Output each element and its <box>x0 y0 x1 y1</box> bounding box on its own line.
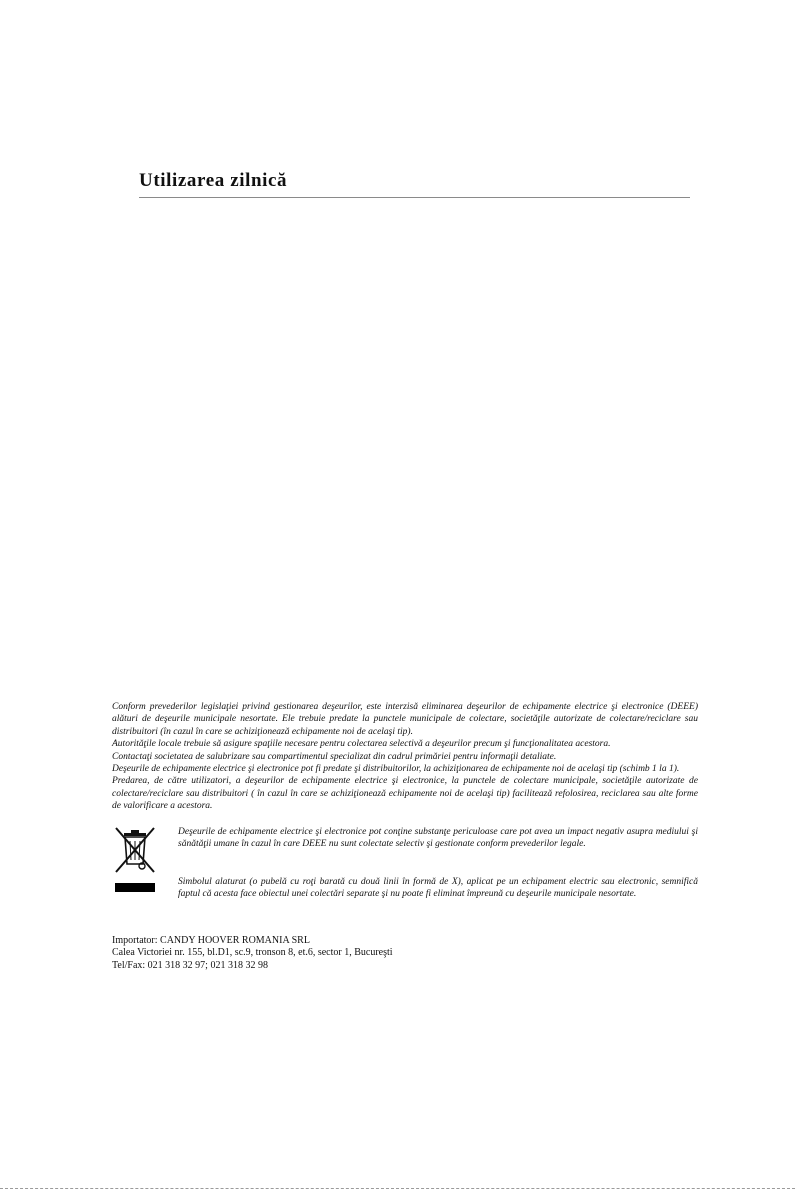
importer-info <box>112 935 393 972</box>
title-divider <box>139 197 690 198</box>
importer-name: Importator: CANDY HOOVER ROMANIA SRL <box>112 935 310 946</box>
importer-address: Calea Victoriei nr. 155, bl.D1, sc.9, tronson 8, et.6, sector 1, Bucureşti <box>112 947 393 959</box>
black-bar-icon <box>115 883 155 892</box>
weee-notice <box>112 701 698 813</box>
hazard-text: Deşeurile de echipamente electrice şi electronice pot conţine substanţe periculoase care pot avea un impact negativ asupra mediului şi sănătăţii umane în cazul în care DEEE nu sunt colectate selectiv şi gestionate conform prevederilor legale. <box>178 827 698 850</box>
hazard-row <box>112 826 698 851</box>
symbol-text: Simbolul alaturat (o pubelă cu roţi barată cu două linii în formă de X), aplicat pe un echipament electric sau electronic, semnifică faptul că acesta face obiectul unei colectări separate şi nu poate fi eliminat împreună cu deşeurile municipale nesortate. <box>178 877 698 900</box>
notice-paragraph: Contactaţi societatea de salubrizare sau compartimentul specializat din cadrul primăriei pentru informaţii detaliate. <box>112 751 557 762</box>
page-bottom-border <box>0 1188 795 1189</box>
symbol-row <box>112 876 698 901</box>
notice-paragraph: Predarea, de către utilizatori, a deşeurilor de echipamente electrice şi electronice, la punctele de colectare municipale, societăţile autorizate de colectare/reciclare sau distribuitori ( în cazul în care se achiziţionează echipamente noi de acelaşi tip) facilitează refolosirea, reciclarea sau alte forme de valorificare a acestora. <box>112 776 698 812</box>
notice-paragraph: Deşeurile de echipamente electrice şi electronice pot fi predate şi distribuitorilor, la achiziţionarea de echipamente noi de acelaşi tip (schimb 1 la 1). <box>112 764 680 775</box>
crossed-out-wheelie-bin-icon <box>112 826 158 876</box>
page-title: Utilizarea zilnică <box>139 170 288 191</box>
importer-phone: Tel/Fax: 021 318 32 97; 021 318 32 98 <box>112 959 268 971</box>
notice-paragraph: Autorităţile locale trebuie să asigure spaţiile necesare pentru colectarea selectivă a deşeurilor precum şi funcţionalitatea acestora. <box>112 739 611 750</box>
notice-paragraph: Conform prevederilor legislaţiei privind gestionarea deşeurilor, este interzisă eliminarea deşeurilor de echipamente electrice şi electronice (DEEE) alături de deşeurile municipale nesortate. Ele trebuie predate la punctele municipale de colectare, societăţile autorizate de colectare/reciclare sau distribuitori (în cazul în care se achiziţionează echipamente noi de acelaşi tip). <box>112 702 698 737</box>
